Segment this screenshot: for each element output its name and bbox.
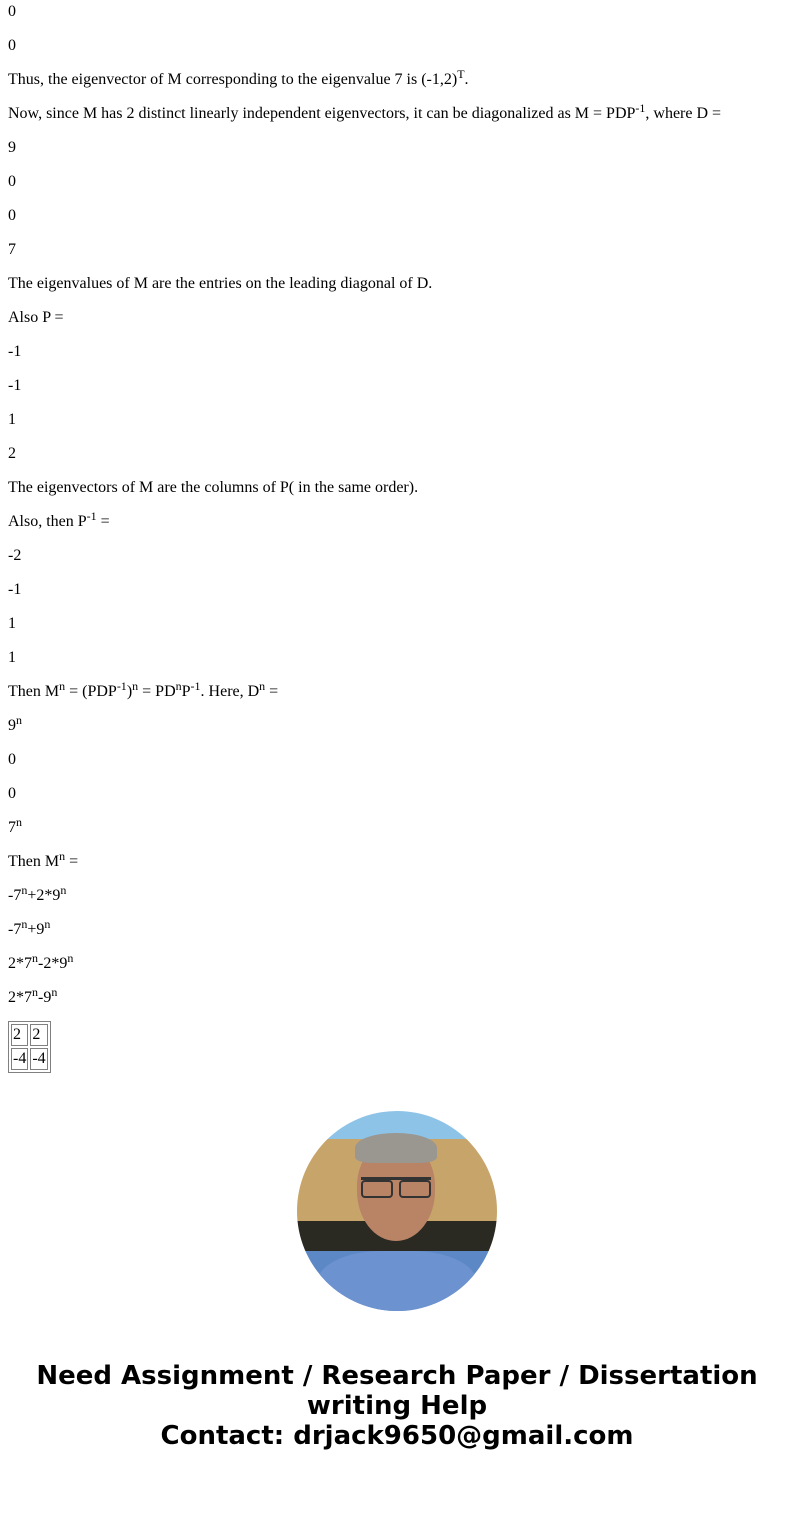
paragraph: [8, 101, 786, 123]
text-run: Then M: [8, 683, 60, 700]
matrix-cell: 2: [11, 1024, 28, 1046]
text-run: 9: [8, 717, 16, 734]
paragraph: [8, 815, 786, 837]
paragraph: [8, 3, 786, 21]
table-row: [11, 1024, 48, 1046]
matrix-table: [8, 1021, 51, 1073]
table-row: [11, 1048, 48, 1070]
text-run: =: [265, 683, 279, 700]
paragraph: [8, 411, 786, 429]
text-run: 1: [8, 649, 16, 666]
text-run: -9: [38, 989, 52, 1006]
paragraph: [8, 951, 786, 973]
text-run: Also P =: [8, 309, 64, 326]
avatar-shirt: [317, 1251, 477, 1311]
avatar-hair: [355, 1133, 437, 1163]
contact-banner: [8, 1361, 786, 1451]
paragraph: [8, 139, 786, 157]
superscript: n: [32, 985, 38, 999]
superscript: n: [44, 917, 51, 931]
text-run: .: [464, 71, 469, 88]
text-run: +2*9: [27, 887, 61, 904]
superscript: n: [32, 951, 38, 965]
text-run: +9: [27, 921, 45, 938]
text-run: = (PDP: [65, 683, 117, 700]
paragraph: [8, 751, 786, 769]
text-run: 1: [8, 615, 16, 632]
text-run: Now, since M has 2 distinct linearly independent eigenvectors, it can be diagonalized as M = PDP: [8, 105, 636, 122]
paragraph: [8, 615, 786, 633]
paragraph: [8, 173, 786, 191]
superscript: -1: [635, 101, 646, 115]
superscript: n: [59, 679, 66, 693]
paragraph: [8, 241, 786, 259]
text-run: 0: [8, 207, 16, 224]
paragraph: [8, 849, 786, 871]
paragraph: [8, 309, 786, 327]
avatar-glasses: [361, 1177, 431, 1196]
matrix-cell: -4: [11, 1048, 28, 1070]
paragraph: [8, 67, 786, 89]
paragraph: [8, 883, 786, 905]
author-avatar: [297, 1111, 497, 1311]
superscript: n: [16, 815, 22, 829]
superscript: -1: [190, 679, 201, 693]
text-run: 2*7: [8, 989, 32, 1006]
text-run: The eigenvalues of M are the entries on the leading diagonal of D.: [8, 275, 433, 292]
paragraph: [8, 509, 786, 531]
superscript: T: [457, 67, 465, 81]
text-run: The eigenvectors of M are the columns of P( in the same order).: [8, 479, 419, 496]
paragraph: [8, 377, 786, 395]
superscript: -1: [86, 509, 97, 523]
paragraph: [8, 679, 786, 701]
text-run: 2*7: [8, 955, 32, 972]
paragraph: [8, 445, 786, 463]
text-run: 0: [8, 785, 16, 802]
paragraph: [8, 207, 786, 225]
paragraph: [8, 343, 786, 361]
text-run: , where D =: [645, 105, 722, 122]
superscript: n: [175, 679, 182, 693]
text-run: -1: [8, 581, 22, 598]
matrix-cell: -4: [30, 1048, 47, 1070]
text-run: 0: [8, 3, 16, 20]
paragraph: [8, 581, 786, 599]
text-run: 2: [8, 445, 16, 462]
superscript: n: [259, 679, 266, 693]
paragraph: [8, 985, 786, 1007]
text-run: =: [96, 513, 110, 530]
text-run: 0: [8, 37, 16, 54]
text-run: ): [126, 683, 133, 700]
superscript: n: [60, 883, 67, 897]
superscript: n: [21, 917, 28, 931]
paragraph: [8, 275, 786, 293]
paragraph: [8, 785, 786, 803]
text-run: -7: [8, 921, 22, 938]
superscript: n: [67, 951, 74, 965]
text-run: 7: [8, 241, 16, 258]
text-run: -2: [8, 547, 22, 564]
text-run: P: [181, 683, 191, 700]
contact-email: Contact: drjack9650@gmail.com: [160, 1421, 634, 1451]
text-run: -1: [8, 343, 22, 360]
text-run: =: [65, 853, 79, 870]
text-run: Thus, the eigenvector of M corresponding to the eigenvalue 7 is (-1,2): [8, 71, 458, 88]
paragraph: [8, 917, 786, 939]
superscript: n: [21, 883, 28, 897]
superscript: n: [16, 713, 22, 727]
text-run: Then M: [8, 853, 60, 870]
text-run: = PD: [138, 683, 176, 700]
paragraph: [8, 547, 786, 565]
text-run: -2*9: [38, 955, 68, 972]
text-run: Also, then P: [8, 513, 87, 530]
matrix-cell: 2: [30, 1024, 47, 1046]
text-run: 1: [8, 411, 16, 428]
text-run: 7: [8, 819, 16, 836]
paragraph: [8, 37, 786, 55]
text-run: 0: [8, 751, 16, 768]
superscript: n: [51, 985, 58, 999]
paragraph: [8, 713, 786, 735]
superscript: -1: [116, 679, 127, 693]
help-text: Need Assignment / Research Paper / Dissertation writing Help: [36, 1361, 758, 1421]
text-run: 9: [8, 139, 16, 156]
superscript: n: [132, 679, 139, 693]
text-run: 0: [8, 173, 16, 190]
text-run: -7: [8, 887, 22, 904]
superscript: n: [59, 849, 66, 863]
solution-text: [8, 3, 786, 1007]
text-run: . Here, D: [200, 683, 260, 700]
paragraph: [8, 649, 786, 667]
text-run: -1: [8, 377, 22, 394]
paragraph: [8, 479, 786, 497]
